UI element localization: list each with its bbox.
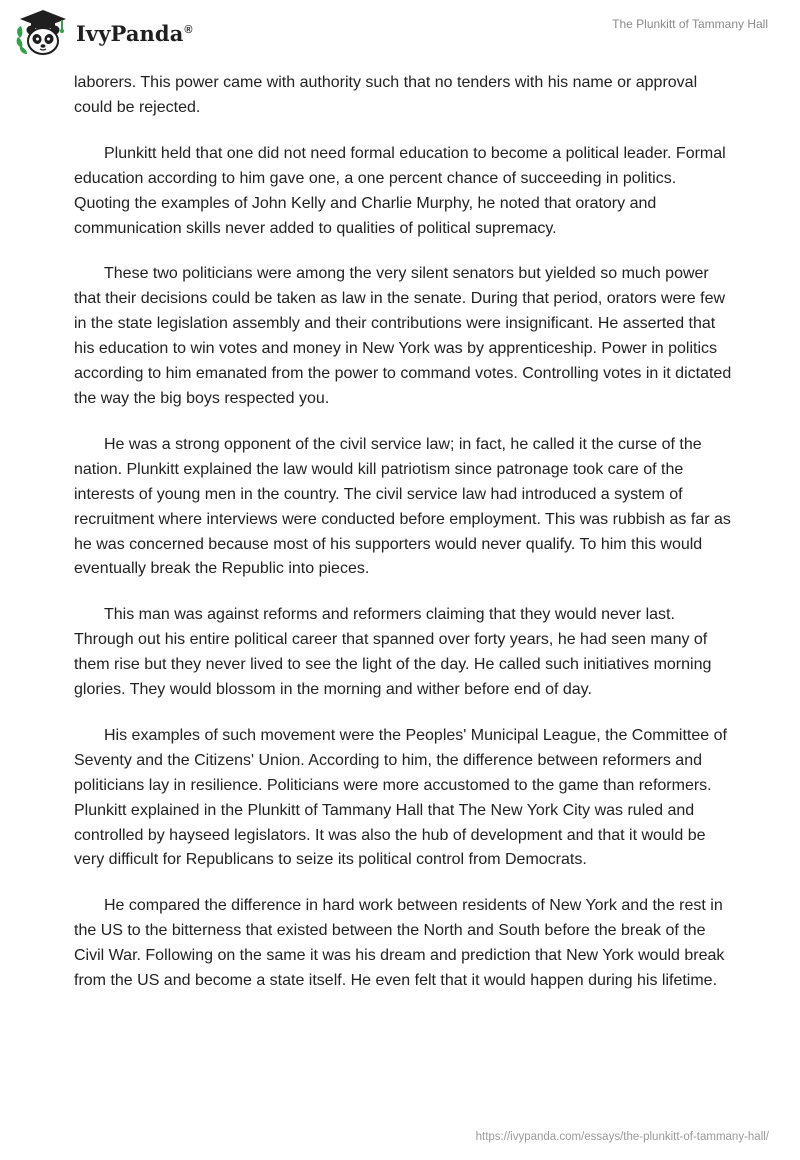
ivypanda-logo[interactable] (14, 8, 193, 58)
page-header (0, 0, 800, 70)
essay-body (74, 71, 734, 1015)
paragraph: Plunkitt held that one did not need formal education to become a political leader. Formal education according to him gave one, a one percent chance of succeeding in politics. Quoting the examples of John Kelly and Charlie Murphy, he noted that oratory and communication skills never added to qualities of political supremacy. (74, 144, 726, 237)
paragraph: He was a strong opponent of the civil service law; in fact, he called it the curse of the nation. Plunkitt explained the law would kill patriotism since patronage took care of the interests of young men in the country. The civil service law had introduced a system of recruitment where interviews were conducted before employment. This was rubbish as far as he was concerned because most of his supporters would never qualify. To him this would eventually break the Republic into pieces. (74, 435, 731, 578)
paragraph: laborers. This power came with authority such that no tenders with his name or approval could be rejected. (74, 74, 698, 116)
paragraph: These two politicians were among the very silent senators but yielded so much power that their decisions could be taken as law in the senate. During that period, orators were few in the state legislation assembly and their contributions were insignificant. He asserted that his education to win votes and money in New York was by apprenticeship. Power in politics according to him emanated from the power to command votes. Controlling votes in it dictated the way the big boys respected you. (74, 265, 732, 407)
paragraph: He compared the difference in hard work between residents of New York and the rest in the US to the bitterness that existed between the North and South before the break of the Civil War. Following on the same it was his dream and prediction that New York would break from the US and become a state itself. He even felt that it would happen during his lifetime. (74, 897, 725, 990)
brand-name: IvyPanda® (76, 20, 193, 46)
document-title: The Plunkitt of Tammany Hall (612, 17, 768, 31)
paragraph: His examples of such movement were the Peoples' Municipal League, the Committee of Seventy and the Citizens' Union. According to him, the difference between reformers and politicians lay in resilience. Politicians were more accustomed to the game than reformers. Plunkitt explained in the Plunkitt of Tammany Hall that The New York City was ruled and controlled by hayseed legislators. It was also the hub of development and that it would be very difficult for Republicans to seize its political control from Democrats. (74, 726, 727, 869)
source-url-link[interactable]: https://ivypanda.com/essays/the-plunkitt-of-tammany-hall/ (475, 1131, 769, 1143)
registered-mark: ® (184, 23, 193, 36)
panda-graduate-icon (14, 8, 72, 58)
paragraph: This man was against reforms and reformers claiming that they would never last. Through out his entire political career that spanned over forty years, he had seen many of them rise but they never lived to see the light of the day. He called such initiatives morning glories. They would blossom in the morning and wither before end of day. (74, 606, 712, 699)
